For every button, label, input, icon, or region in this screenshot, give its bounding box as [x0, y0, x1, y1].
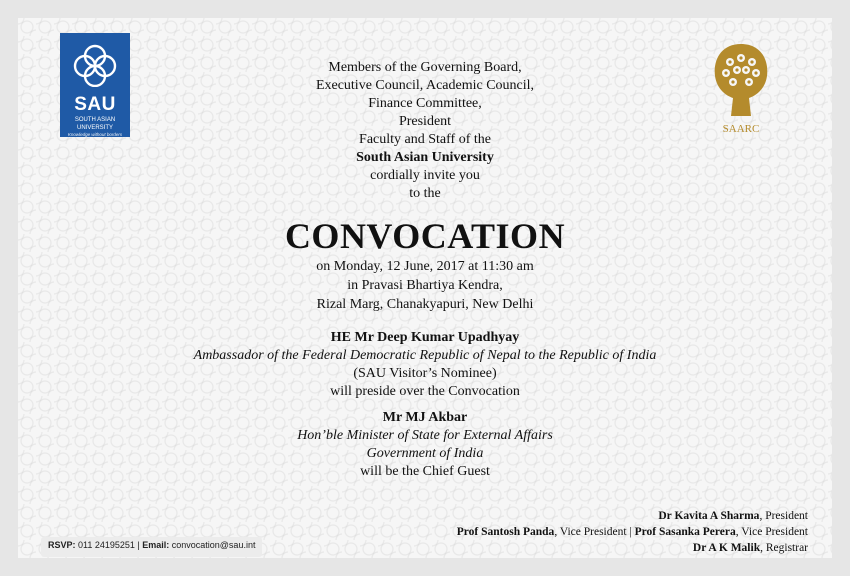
invite-line: Members of the Governing Board, [328, 60, 522, 75]
signatory-line [457, 540, 808, 556]
chief-guest-designation: Hon’ble Minister of State for External Affairs [297, 428, 553, 443]
chief-guest-name: Mr MJ Akbar [382, 410, 468, 425]
invite-line: Finance Committee, [368, 96, 482, 111]
chief-guest-role: will be the Chief Guest [360, 464, 490, 479]
sau-full-name-1: SOUTH ASIAN [74, 117, 116, 123]
sau-tagline: Knowledge without borders [67, 132, 123, 137]
sau-full-name-2: UNIVERSITY [76, 124, 113, 131]
chief-guest-government: Government of India [366, 446, 484, 461]
presider-block [18, 329, 832, 401]
event-venue-2: Rizal Marg, Chanakyapuri, New Delhi [316, 297, 534, 312]
university-name: South Asian University [356, 150, 494, 165]
invite-line: President [398, 114, 452, 129]
presider-role: will preside over the Convocation [330, 384, 520, 399]
signatory-name: Prof Sasanka Perera [634, 526, 736, 538]
invite-block [18, 59, 832, 203]
invite-line: Faculty and Staff of the [359, 132, 491, 147]
signatory-name: Dr Kavita A Sharma [658, 510, 760, 522]
rsvp-phone[interactable]: 011 24195251 | [75, 540, 143, 550]
signatory-title: , Vice President | [554, 526, 635, 538]
saarc-text: SAARC [722, 123, 760, 135]
signatories [457, 508, 808, 556]
event-venue-1: in Pravasi Bhartiya Kendra, [347, 278, 503, 293]
signatory-line [457, 524, 808, 540]
rsvp-email[interactable]: convocation@sau.int [169, 540, 256, 550]
invitation-card [18, 18, 832, 558]
signatory-title: , President [759, 510, 808, 522]
event-title: CONVOCATION [284, 216, 566, 256]
rsvp-bar [41, 537, 262, 557]
event-details [18, 257, 832, 314]
rsvp-label: RSVP: [48, 540, 76, 550]
event-datetime: on Monday, 12 June, 2017 at 11:30 am [316, 259, 534, 274]
chief-guest-block [18, 409, 832, 481]
signatory-title: , Vice President [735, 526, 808, 538]
invite-line: cordially invite you [370, 168, 480, 183]
signatory-name: Prof Santosh Panda [456, 526, 555, 538]
presider-nominee: (SAU Visitor’s Nominee) [353, 366, 497, 381]
signatory-title: , Registrar [760, 542, 808, 554]
invite-line: Executive Council, Academic Council, [315, 78, 535, 93]
sau-abbr: SAU [74, 94, 116, 115]
invite-line: to the [409, 186, 441, 201]
signatory-line [457, 508, 808, 524]
signatory-name: Dr A K Malik [692, 542, 761, 554]
presider-designation: Ambassador of the Federal Democratic Republic of Nepal to the Republic of India [193, 348, 657, 363]
email-label: Email: [142, 540, 170, 550]
presider-name: HE Mr Deep Kumar Upadhyay [330, 330, 520, 345]
